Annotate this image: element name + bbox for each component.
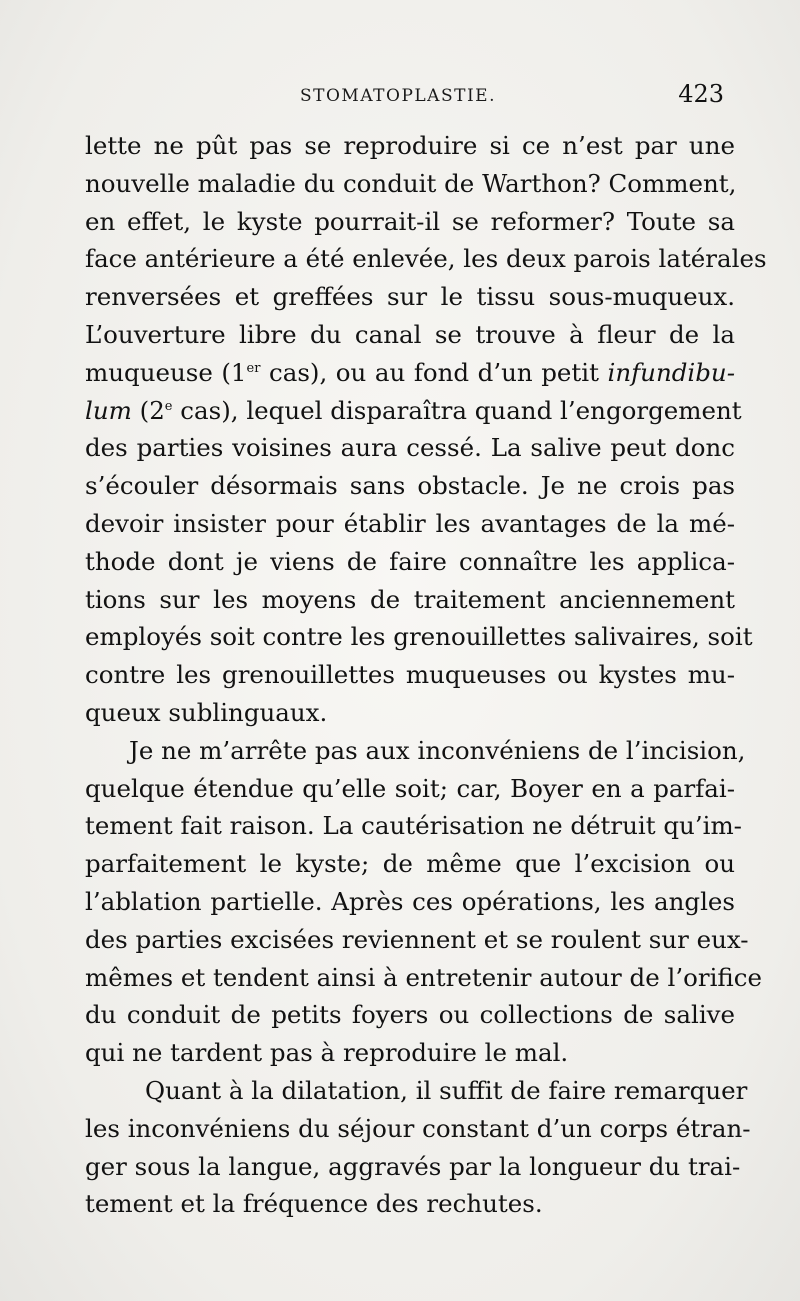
- body-text: [85, 127, 767, 1223]
- italic-term: lum: [85, 395, 132, 425]
- text-line: du conduit de petits foyers ou collections de salive: [85, 1000, 735, 1030]
- superscript: er: [246, 360, 261, 376]
- text-line: tement fait raison. La cautérisation ne détruit qu’im-: [85, 811, 742, 841]
- text-line: devoir insister pour établir les avantages de la mé-: [85, 508, 735, 538]
- text-line: face antérieure a été enlevée, les deux parois latérales: [85, 244, 767, 274]
- text-line: des parties excisées reviennent et se roulent sur eux-: [85, 924, 749, 954]
- text-line: [85, 354, 735, 392]
- text-line: les inconvéniens du séjour constant d’un corps étran-: [85, 1113, 751, 1143]
- text-line: l’ablation partielle. Après ces opérations, les angles: [85, 886, 735, 916]
- text-run: cas), lequel disparaîtra quand l’engorgement: [172, 395, 742, 425]
- text-line: [85, 392, 742, 430]
- text-line: Je ne m’arrête pas aux inconvéniens de l’incision,: [129, 735, 746, 765]
- text-line: mêmes et tendent ainsi à entretenir autour de l’orifice: [85, 962, 762, 992]
- text-line: thode dont je viens de faire connaître les applica-: [85, 546, 735, 576]
- text-line: des parties voisines aura cessé. La salive peut donc: [85, 433, 735, 463]
- italic-term: infundibu-: [607, 357, 735, 387]
- text-line: renversées et greffées sur le tissu sous-muqueux.: [85, 282, 735, 312]
- running-title: STOMATOPLASTIE.: [300, 86, 496, 106]
- text-line: tement et la fréquence des rechutes.: [85, 1189, 543, 1219]
- text-run: muqueuse (1: [85, 357, 247, 387]
- text-line: employés soit contre les grenouillettes salivaires, soit: [85, 622, 753, 652]
- text-line: contre les grenouillettes muqueuses ou kystes mu-: [85, 660, 735, 690]
- text-line: quelque étendue qu’elle soit; car, Boyer en a parfai-: [85, 773, 735, 803]
- text-run: (2: [131, 395, 165, 425]
- text-line: nouvelle maladie du conduit de Warthon? Comment,: [85, 168, 737, 198]
- text-run: cas), ou au fond d’un petit: [260, 357, 608, 387]
- text-line: ger sous la langue, aggravés par la longueur du trai-: [85, 1151, 741, 1181]
- text-line: lette ne pût pas se reproduire si ce n’est par une: [85, 131, 735, 160]
- running-header: [80, 80, 730, 110]
- page-number: 423: [678, 80, 724, 108]
- text-line: s’écouler désormais sans obstacle. Je ne crois pas: [85, 471, 735, 501]
- text-line: en effet, le kyste pourrait-il se reformer? Toute sa: [85, 206, 735, 236]
- text-line: queux sublinguaux.: [85, 697, 328, 727]
- superscript: e: [164, 398, 173, 414]
- text-line: parfaitement le kyste; de même que l’excision ou: [85, 849, 735, 879]
- text-line: qui ne tardent pas à reproduire le mal.: [85, 1038, 569, 1068]
- text-line: tions sur les moyens de traitement anciennement: [85, 584, 735, 614]
- text-line: Quant à la dilatation, il suffit de faire remarquer: [145, 1075, 748, 1105]
- text-line: L’ouverture libre du canal se trouve à fleur de la: [85, 319, 735, 349]
